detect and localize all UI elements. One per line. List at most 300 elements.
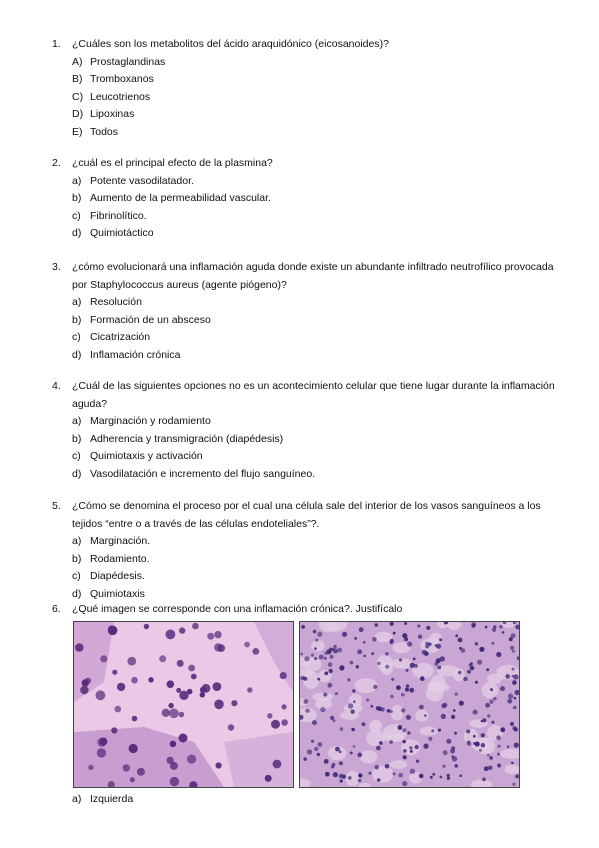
- cell-nucleus: [265, 775, 272, 782]
- option-text: Izquierda: [90, 793, 134, 805]
- lymphocyte-nucleus: [493, 697, 497, 701]
- lymphocyte-nucleus: [339, 761, 343, 765]
- cell-nucleus: [170, 741, 177, 748]
- lymphocyte-nucleus: [385, 764, 390, 769]
- lymphocyte-nucleus: [441, 714, 446, 719]
- lymphocyte-nucleus: [342, 632, 347, 637]
- cell-nucleus: [144, 624, 149, 629]
- tissue-cell: [391, 705, 403, 721]
- lymphocyte-nucleus: [363, 641, 366, 644]
- lymphocyte-nucleus: [484, 766, 489, 771]
- option-text: Tromboxanos: [90, 73, 154, 85]
- lymphocyte-nucleus: [398, 725, 403, 730]
- lymphocyte-nucleus: [455, 692, 458, 695]
- cell-nucleus: [216, 762, 222, 768]
- lymphocyte-nucleus: [512, 675, 515, 678]
- lymphocyte-nucleus: [324, 759, 329, 764]
- cell-nucleus: [214, 643, 222, 651]
- cell-nucleus: [111, 727, 117, 733]
- question-text: ¿Qué imagen se corresponde con una inflamación crónica?. Justifícalo: [72, 603, 403, 615]
- question-number: 4.: [52, 380, 61, 392]
- lymphocyte-nucleus: [333, 772, 338, 777]
- lymphocyte-nucleus: [458, 638, 463, 643]
- lymphocyte-nucleus: [359, 627, 364, 632]
- lymphocyte-nucleus: [446, 739, 451, 744]
- lymphocyte-nucleus: [424, 714, 427, 717]
- lymphocyte-nucleus: [507, 745, 510, 748]
- lymphocyte-nucleus: [329, 669, 333, 673]
- lymphocyte-nucleus: [402, 781, 407, 786]
- lymphocyte-nucleus: [315, 639, 318, 642]
- cell-nucleus: [100, 655, 107, 662]
- cell-nucleus: [96, 690, 106, 700]
- lymphocyte-nucleus: [391, 678, 394, 681]
- cell-nucleus: [187, 755, 196, 764]
- lymphocyte-nucleus: [507, 699, 512, 704]
- lymphocyte-nucleus: [351, 728, 355, 732]
- lymphocyte-nucleus: [434, 644, 437, 647]
- tissue-cell: [312, 693, 333, 702]
- cell-nucleus: [244, 642, 250, 648]
- lymphocyte-nucleus: [304, 699, 309, 704]
- lymphocyte-nucleus: [340, 779, 343, 782]
- lymphocyte-nucleus: [339, 750, 342, 753]
- option-list: [0, 413, 599, 483]
- lymphocyte-nucleus: [317, 753, 321, 757]
- question-1: [0, 36, 599, 141]
- cell-nucleus: [112, 670, 117, 675]
- lymphocyte-nucleus: [493, 625, 496, 628]
- question-3: [0, 259, 599, 364]
- lymphocyte-nucleus: [500, 686, 505, 691]
- option-text: Marginación.: [90, 535, 151, 547]
- lymphocyte-nucleus: [314, 657, 317, 660]
- lymphocyte-nucleus: [471, 622, 476, 627]
- lymphocyte-nucleus: [491, 642, 494, 645]
- question-6-options: [0, 791, 599, 809]
- cell-nucleus: [231, 700, 237, 706]
- question-number: 2.: [52, 157, 61, 169]
- lymphocyte-nucleus: [475, 642, 479, 646]
- cell-nucleus: [177, 660, 184, 667]
- question-2: [0, 155, 599, 243]
- lymphocyte-nucleus: [351, 710, 355, 714]
- cell-nucleus: [267, 713, 272, 718]
- lymphocyte-nucleus: [512, 680, 517, 685]
- cell-nucleus: [75, 643, 84, 652]
- question-6: [0, 601, 599, 619]
- lymphocyte-nucleus: [458, 671, 462, 675]
- option-text: Adherencia y transmigración (diapédesis): [90, 432, 284, 445]
- option-text: Prostaglandinas: [90, 55, 166, 68]
- cell-nucleus: [130, 777, 135, 782]
- lymphocyte-nucleus: [430, 776, 433, 779]
- lymphocyte-nucleus: [373, 685, 377, 689]
- lymphocyte-nucleus: [339, 665, 344, 670]
- lymphocyte-nucleus: [357, 649, 362, 654]
- option-letter: b): [72, 192, 82, 204]
- lymphocyte-nucleus: [418, 635, 422, 639]
- lymphocyte-nucleus: [428, 737, 432, 741]
- lymphocyte-nucleus: [450, 749, 455, 754]
- lymphocyte-nucleus: [409, 688, 414, 693]
- lymphocyte-nucleus: [425, 642, 429, 646]
- lymphocyte-nucleus: [489, 756, 493, 760]
- lymphocyte-nucleus: [513, 706, 517, 710]
- lymphocyte-nucleus: [379, 741, 383, 745]
- lymphocyte-nucleus: [487, 714, 490, 717]
- question-4: [0, 378, 599, 483]
- lymphocyte-nucleus: [375, 623, 378, 626]
- question-text: ¿cuál es el principal efecto de la plasmina?: [72, 157, 273, 169]
- lymphocyte-nucleus: [447, 777, 450, 780]
- tissue-cell: [464, 729, 478, 744]
- question-stem: [0, 601, 599, 619]
- lymphocyte-nucleus: [402, 728, 406, 732]
- lymphocyte-nucleus: [348, 776, 352, 780]
- lymphocyte-nucleus: [486, 668, 489, 671]
- option-item: [0, 71, 599, 89]
- lymphocyte-nucleus: [390, 710, 393, 713]
- lymphocyte-nucleus: [508, 694, 513, 699]
- lymphocyte-nucleus: [396, 685, 401, 690]
- lymphocyte-nucleus: [489, 700, 493, 704]
- lymphocyte-nucleus: [488, 766, 493, 771]
- lymphocyte-nucleus: [453, 709, 456, 712]
- lymphocyte-nucleus: [498, 745, 501, 748]
- cell-nucleus: [228, 724, 234, 730]
- tissue-cell: [360, 750, 378, 763]
- lymphocyte-nucleus: [347, 678, 350, 681]
- lymphocyte-nucleus: [420, 676, 425, 681]
- option-item: [0, 89, 599, 107]
- option-list: [0, 54, 599, 142]
- lymphocyte-nucleus: [514, 697, 517, 700]
- lymphocyte-nucleus: [509, 637, 513, 641]
- lymphocyte-nucleus: [333, 645, 337, 649]
- lymphocyte-nucleus: [487, 754, 490, 757]
- lymphocyte-nucleus: [479, 647, 484, 652]
- option-list: [0, 173, 599, 243]
- cell-nucleus: [148, 677, 153, 682]
- cell-nucleus: [80, 686, 88, 694]
- cell-nucleus: [129, 744, 138, 753]
- cell-nucleus: [252, 648, 259, 655]
- lymphocyte-nucleus: [353, 745, 356, 748]
- question-text: ¿Cómo se denomina el proceso por el cual una célula sale del interior de los vasos sanguíneos a los tejidos “entre o a través de las células endoteliales”?.: [72, 500, 541, 530]
- lymphocyte-nucleus: [505, 674, 510, 679]
- cell-nucleus: [131, 677, 138, 684]
- lymphocyte-nucleus: [502, 631, 505, 634]
- lymphocyte-nucleus: [481, 743, 486, 748]
- lymphocyte-nucleus: [410, 769, 415, 774]
- option-letter: a): [72, 415, 82, 427]
- cell-nucleus: [115, 706, 122, 713]
- lymphocyte-nucleus: [491, 721, 494, 724]
- acute-inflammation-micrograph: [74, 622, 293, 787]
- lymphocyte-nucleus: [300, 653, 303, 656]
- lymphocyte-nucleus: [370, 705, 373, 708]
- option-item: [0, 312, 599, 330]
- lymphocyte-nucleus: [357, 753, 362, 758]
- option-text: Quimiotaxis y activación: [90, 450, 203, 462]
- lymphocyte-nucleus: [350, 752, 353, 755]
- lymphocyte-nucleus: [407, 642, 412, 647]
- cell-nucleus: [200, 692, 205, 697]
- question-stem: [0, 259, 599, 294]
- lymphocyte-nucleus: [311, 654, 314, 657]
- cell-nucleus: [179, 712, 185, 718]
- tissue-cell: [345, 771, 360, 786]
- option-item: [0, 173, 599, 191]
- option-letter: c): [72, 209, 81, 222]
- lymphocyte-nucleus: [423, 744, 428, 749]
- lymphocyte-nucleus: [406, 684, 410, 688]
- lymphocyte-nucleus: [325, 772, 330, 777]
- option-letter: c): [72, 570, 81, 582]
- lymphocyte-nucleus: [466, 729, 470, 733]
- lymphocyte-nucleus: [328, 662, 333, 667]
- lymphocyte-nucleus: [437, 666, 441, 670]
- option-item: [0, 413, 599, 431]
- lymphocyte-nucleus: [368, 772, 371, 775]
- lymphocyte-nucleus: [335, 692, 338, 695]
- option-item: [0, 329, 599, 347]
- lymphocyte-nucleus: [305, 709, 309, 713]
- lymphocyte-nucleus: [385, 652, 389, 656]
- option-letter: B): [72, 73, 83, 85]
- lymphocyte-nucleus: [490, 688, 493, 691]
- lymphocyte-nucleus: [473, 742, 476, 745]
- question-text: ¿Cuál de las siguientes opciones no es un acontecimiento celular que tiene lugar durante la inflamación aguda?: [72, 380, 555, 410]
- lymphocyte-nucleus: [317, 678, 320, 681]
- cell-nucleus: [99, 738, 107, 746]
- option-letter: d): [72, 348, 82, 361]
- lymphocyte-nucleus: [377, 662, 380, 665]
- tissue-cell: [428, 683, 450, 692]
- lymphocyte-nucleus: [403, 740, 406, 743]
- lymphocyte-nucleus: [447, 774, 450, 777]
- lymphocyte-nucleus: [385, 665, 389, 669]
- cell-nucleus: [82, 679, 89, 686]
- lymphocyte-nucleus: [363, 655, 366, 658]
- option-text: Formación de un absceso: [90, 313, 211, 326]
- question-text: ¿cómo evolucionará una inflamación aguda donde existe un abundante infiltrado neutrofílico provocada por Staphylococcus aureus (agente piógeno)?: [72, 261, 554, 291]
- lymphocyte-nucleus: [331, 766, 334, 769]
- option-list: [0, 791, 599, 809]
- cell-nucleus: [170, 777, 179, 786]
- lymphocyte-nucleus: [402, 633, 407, 638]
- cell-nucleus: [132, 716, 138, 722]
- lymphocyte-nucleus: [417, 625, 420, 628]
- lymphocyte-nucleus: [473, 735, 476, 738]
- option-item: [0, 791, 599, 809]
- lymphocyte-nucleus: [514, 743, 519, 748]
- lymphocyte-nucleus: [330, 655, 334, 659]
- lymphocyte-nucleus: [337, 648, 342, 653]
- lymphocyte-nucleus: [323, 693, 327, 697]
- lymphocyte-nucleus: [407, 731, 410, 734]
- lymphocyte-nucleus: [485, 703, 490, 708]
- option-letter: D): [72, 108, 84, 120]
- lymphocyte-nucleus: [410, 750, 413, 753]
- question-number: 1.: [52, 38, 61, 50]
- lymphocyte-nucleus: [463, 677, 467, 681]
- question-stem: [0, 36, 599, 54]
- lymphocyte-nucleus: [424, 651, 429, 656]
- question-number: 3.: [52, 261, 61, 273]
- option-text: Diapédesis.: [90, 570, 145, 582]
- chronic-inflammation-micrograph: [300, 622, 519, 787]
- lymphocyte-nucleus: [353, 700, 356, 703]
- lymphocyte-nucleus: [473, 710, 478, 715]
- histology-images: [73, 621, 519, 786]
- option-text: Rodamiento.: [90, 552, 150, 565]
- lymphocyte-nucleus: [371, 652, 374, 655]
- lymphocyte-nucleus: [401, 693, 405, 697]
- lymphocyte-nucleus: [389, 740, 393, 744]
- lymphocyte-nucleus: [432, 773, 435, 776]
- lymphocyte-nucleus: [376, 746, 381, 751]
- lymphocyte-nucleus: [510, 722, 514, 726]
- option-item: [0, 551, 599, 569]
- question-number: 6.: [52, 603, 61, 615]
- lymphocyte-nucleus: [401, 708, 405, 712]
- option-item: [0, 347, 599, 365]
- lymphocyte-nucleus: [390, 695, 394, 699]
- lymphocyte-nucleus: [415, 745, 419, 749]
- lymphocyte-nucleus: [431, 729, 434, 732]
- option-item: [0, 533, 599, 551]
- lymphocyte-nucleus: [481, 733, 485, 737]
- cell-nucleus: [280, 672, 287, 679]
- lymphocyte-nucleus: [333, 719, 336, 722]
- cell-nucleus: [214, 700, 224, 710]
- tissue-cell: [383, 733, 404, 742]
- option-item: [0, 124, 599, 142]
- lymphocyte-nucleus: [311, 740, 314, 743]
- cell-nucleus: [192, 623, 199, 630]
- cell-nucleus: [191, 674, 197, 680]
- cell-nucleus: [117, 683, 125, 691]
- option-letter: d): [72, 587, 82, 600]
- cell-nucleus: [282, 704, 287, 709]
- option-letter: b): [72, 552, 82, 565]
- option-letter: E): [72, 125, 83, 138]
- lymphocyte-nucleus: [399, 658, 402, 661]
- option-text: Todos: [90, 125, 119, 138]
- option-text: Marginación y rodamiento: [90, 415, 211, 427]
- tissue-cell: [505, 765, 519, 775]
- lymphocyte-nucleus: [358, 773, 362, 777]
- lymphocyte-nucleus: [512, 650, 515, 653]
- cell-nucleus: [162, 709, 170, 717]
- lymphocyte-nucleus: [461, 648, 466, 653]
- option-item: [0, 431, 599, 449]
- lymphocyte-nucleus: [307, 749, 312, 754]
- lymphocyte-nucleus: [393, 632, 396, 635]
- lymphocyte-nucleus: [426, 626, 430, 630]
- lymphocyte-nucleus: [361, 722, 365, 726]
- lymphocyte-nucleus: [440, 776, 443, 779]
- lymphocyte-nucleus: [405, 688, 409, 692]
- lymphocyte-nucleus: [406, 669, 409, 672]
- histology-image-right: [299, 621, 520, 788]
- cell-nucleus: [123, 764, 130, 771]
- lymphocyte-nucleus: [419, 774, 424, 779]
- tissue-cell: [390, 760, 407, 769]
- option-text: Quimiotaxis: [90, 587, 145, 600]
- lymphocyte-nucleus: [410, 663, 415, 668]
- lymphocyte-nucleus: [352, 689, 355, 692]
- cell-nucleus: [273, 760, 282, 769]
- lymphocyte-nucleus: [451, 715, 455, 719]
- lymphocyte-nucleus: [475, 681, 478, 684]
- option-item: [0, 190, 599, 208]
- lymphocyte-nucleus: [320, 707, 325, 712]
- cell-nucleus: [271, 720, 280, 729]
- lymphocyte-nucleus: [339, 774, 344, 779]
- lymphocyte-nucleus: [443, 703, 447, 707]
- option-text: Vasodilatación e incremento del flujo sanguíneo.: [90, 467, 316, 480]
- lymphocyte-nucleus: [439, 638, 442, 641]
- tissue-cell: [311, 640, 325, 651]
- lymphocyte-nucleus: [467, 670, 471, 674]
- lymphocyte-nucleus: [496, 652, 501, 657]
- option-letter: a): [72, 296, 82, 308]
- lymphocyte-nucleus: [485, 626, 488, 629]
- cell-nucleus: [168, 703, 173, 708]
- option-item: [0, 225, 599, 243]
- option-list: [0, 533, 599, 603]
- lymphocyte-nucleus: [327, 683, 332, 688]
- question-stem: [0, 378, 599, 413]
- lymphocyte-nucleus: [496, 735, 501, 740]
- cell-nucleus: [169, 709, 179, 719]
- lymphocyte-nucleus: [399, 773, 403, 777]
- option-item: [0, 568, 599, 586]
- lymphocyte-nucleus: [479, 749, 482, 752]
- lymphocyte-nucleus: [354, 637, 357, 640]
- lymphocyte-nucleus: [512, 783, 515, 786]
- lymphocyte-nucleus: [451, 755, 454, 758]
- lymphocyte-nucleus: [454, 764, 458, 768]
- lymphocyte-nucleus: [358, 779, 362, 783]
- cell-nucleus: [188, 665, 195, 672]
- lymphocyte-nucleus: [477, 660, 482, 665]
- lymphocyte-nucleus: [500, 727, 505, 732]
- lymphocyte-nucleus: [409, 746, 412, 749]
- lymphocyte-nucleus: [317, 632, 322, 637]
- lymphocyte-nucleus: [469, 664, 472, 667]
- lymphocyte-nucleus: [512, 668, 515, 671]
- cell-nucleus: [170, 762, 178, 770]
- lymphocyte-nucleus: [312, 720, 317, 725]
- option-text: Resolución: [90, 296, 142, 308]
- lymphocyte-nucleus: [335, 747, 340, 752]
- cell-nucleus: [137, 768, 145, 776]
- cell-nucleus: [108, 626, 113, 631]
- lymphocyte-nucleus: [378, 707, 383, 712]
- cell-nucleus: [127, 657, 136, 666]
- option-text: Quimiotáctico: [90, 227, 154, 239]
- option-item: [0, 106, 599, 124]
- lymphocyte-nucleus: [348, 703, 353, 708]
- lymphocyte-nucleus: [442, 765, 445, 768]
- lymphocyte-nucleus: [314, 647, 317, 650]
- option-letter: A): [72, 55, 83, 68]
- option-text: Fibrinolítico.: [90, 209, 147, 222]
